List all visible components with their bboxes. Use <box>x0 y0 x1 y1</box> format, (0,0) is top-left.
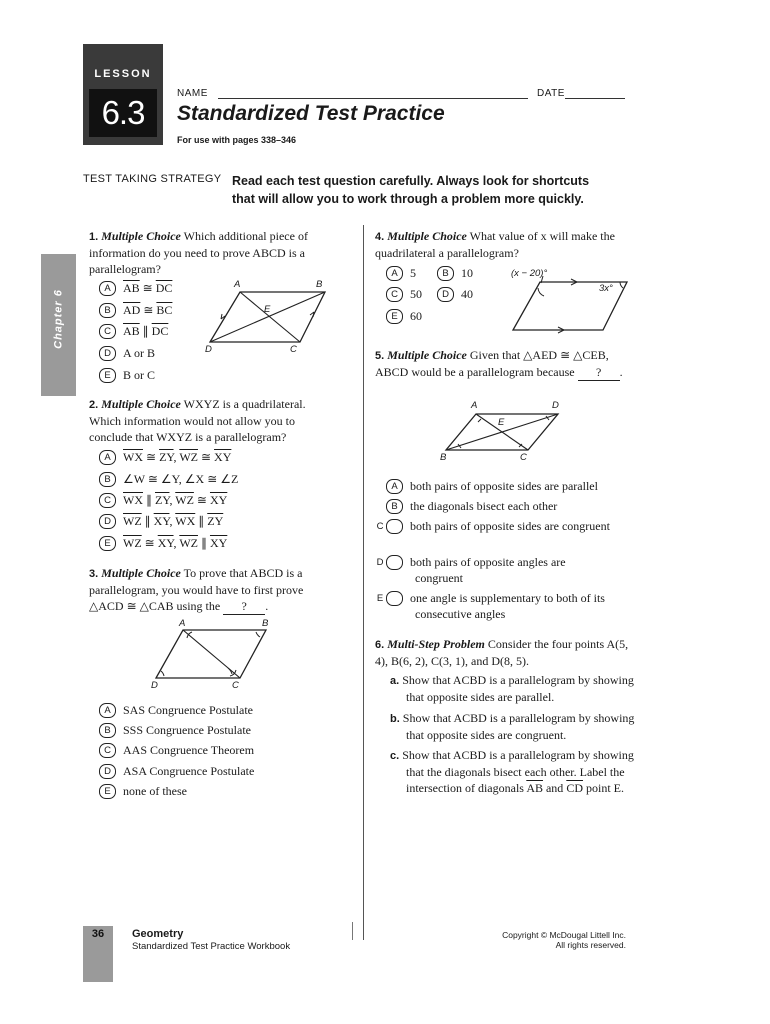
option-text: A or B <box>123 346 156 360</box>
strategy-text: Read each test question carefully. Always look for shortcuts that will allow you to work through a problem more quickly. <box>232 174 590 206</box>
part-text: Show that ACBD is a parallelogram by showing that opposite sides are parallel. <box>402 673 634 704</box>
q5-option-a[interactable] <box>386 478 626 494</box>
question-text: Which additional piece of information do you need to prove ABCD is a parallelogram? <box>89 229 308 276</box>
option-letter: C <box>99 493 116 508</box>
copyright-line-2: All rights reserved. <box>555 940 626 950</box>
option-letter: D <box>386 555 403 570</box>
vertex-label-d: D <box>205 344 212 355</box>
name-line <box>218 98 528 99</box>
answer-blank: ? <box>578 364 620 381</box>
segment: $\overline{WX}$ <box>123 493 143 507</box>
q4-figure <box>505 266 635 336</box>
option-letter: B <box>386 499 403 514</box>
option-text: SAS Congruence Postulate <box>123 703 253 717</box>
conjunction: and <box>542 781 567 795</box>
question-5: 5. Multiple Choice Given that △AED ≅ △CEB, ABCD would be a parallelogram because ? . <box>375 348 623 379</box>
option-text: both pairs of opposite sides are congruent <box>410 519 610 533</box>
q3-figure <box>148 618 288 694</box>
q6-part-c <box>390 747 651 796</box>
segment: $\overline{AD}$ <box>123 303 141 317</box>
q6-part-a <box>390 672 646 705</box>
relation: ≅ <box>139 281 156 295</box>
part-label: c. <box>390 750 400 762</box>
chapter-tab <box>41 254 76 396</box>
segment: $\overline{CD}$ <box>566 781 583 795</box>
q4-option-e[interactable] <box>386 308 422 324</box>
q4-option-d[interactable] <box>437 286 473 302</box>
part-label: a. <box>390 675 400 687</box>
question-1 <box>89 228 339 277</box>
q1-option-e[interactable] <box>99 367 155 383</box>
vertex-label-c: C <box>520 452 527 463</box>
q2-option-a[interactable] <box>99 449 231 465</box>
option-letter: B <box>437 266 454 281</box>
segment: $\overline{WZ}$ <box>179 450 198 464</box>
segment: $\overline{WZ}$ <box>123 536 142 550</box>
q1-option-d[interactable] <box>99 345 155 361</box>
option-letter: E <box>99 784 116 799</box>
option-letter: C <box>386 287 403 302</box>
lesson-badge <box>83 44 163 145</box>
q2-option-b[interactable] <box>99 471 238 487</box>
angle-label-1: (x − 20)° <box>511 268 548 279</box>
parallelogram-diagram <box>148 618 288 694</box>
segment: $\overline{WZ}$ <box>123 514 142 528</box>
chapter-tab-label: Chapter 6 <box>52 289 65 349</box>
parallelogram-diagram <box>200 282 350 362</box>
segment: $\overline{DC}$ <box>155 281 173 295</box>
option-letter: A <box>99 450 116 465</box>
q6-part-b <box>390 710 646 743</box>
option-letter: B <box>99 303 116 318</box>
segment: $\overline{XY}$ <box>153 514 170 528</box>
option-letter: D <box>437 287 454 302</box>
separator: , <box>173 450 180 464</box>
q5-option-d[interactable] <box>376 554 615 586</box>
segment: $\overline{XY}$ <box>209 493 228 507</box>
option-letter: A <box>99 703 116 718</box>
relation: ≅ <box>143 450 160 464</box>
strategy-label: TEST TAKING STRATEGY <box>83 173 222 185</box>
option-text: the diagonals bisect each other <box>410 499 558 513</box>
option-text: one angle is supplementary to both of its consecutive angles <box>410 591 605 621</box>
separator: , <box>169 493 176 507</box>
vertex-label-e: E <box>264 304 271 315</box>
option-letter: E <box>99 536 116 551</box>
relation: ≅ <box>140 303 157 317</box>
question-number: 3. <box>89 568 99 580</box>
q4-option-a[interactable] <box>386 265 416 281</box>
option-letter: B <box>99 472 116 487</box>
q3-option-a[interactable] <box>99 702 253 718</box>
relation: ∥ <box>139 324 152 338</box>
part-text: Show that ACBD is a parallelogram by showing that opposite sides are congruent. <box>402 711 635 742</box>
option-text: both pairs of opposite angles are congruent <box>410 555 566 585</box>
page-title: Standardized Test Practice <box>177 102 445 125</box>
q4-option-b[interactable] <box>437 265 473 281</box>
column-divider <box>363 225 364 940</box>
question-text: Consider the four points A(5, 4), B(6, 2), C(3, 1), and D(8, 5). <box>375 637 629 668</box>
question-number: 4. <box>375 231 385 243</box>
option-letter: D <box>99 346 116 361</box>
segment: $\overline{ZY}$ <box>207 514 224 528</box>
q5-option-c[interactable] <box>376 518 610 534</box>
q1-option-a[interactable] <box>99 280 172 296</box>
vertex-label-b: B <box>262 618 269 629</box>
option-letter: B <box>99 723 116 738</box>
option-text: 5 <box>410 266 416 280</box>
q3-option-d[interactable] <box>99 763 254 779</box>
question-number: 1. <box>89 231 99 243</box>
option-letter: D <box>99 764 116 779</box>
angle-label-2: 3x° <box>599 283 613 294</box>
q1-option-c[interactable] <box>99 323 168 339</box>
relation: ∥ <box>195 514 208 528</box>
vertex-label-a: A <box>234 279 241 290</box>
q1-option-b[interactable] <box>99 302 172 318</box>
question-type: Multi-Step Problem <box>387 637 485 651</box>
date-line <box>565 98 625 99</box>
part-label: b. <box>390 713 400 725</box>
option-letter: C <box>386 519 403 534</box>
option-text: AAS Congruence Theorem <box>123 743 255 757</box>
segment: $\overline{BC}$ <box>156 303 173 317</box>
option-letter: E <box>386 309 403 324</box>
question-number: 5. <box>375 350 385 362</box>
option-text: both pairs of opposite sides are parallel <box>410 479 598 493</box>
option-letter: A <box>386 266 403 281</box>
q3-option-e[interactable] <box>99 783 187 799</box>
option-text: 40 <box>461 287 473 301</box>
vertex-label-e: E <box>498 417 505 428</box>
page-number-tab <box>83 926 113 982</box>
segment: $\overline{WZ}$ <box>179 536 198 550</box>
question-6 <box>375 636 635 669</box>
relation: ≅ <box>193 493 210 507</box>
question-text: To prove that ABCD is a parallelogram, you would have to first prove △ACD ≅ △CAB using the <box>89 566 304 613</box>
relation: ∥ <box>197 536 210 550</box>
vertex-label-c: C <box>232 680 239 691</box>
q1-figure <box>200 279 350 362</box>
vertex-label-a: A <box>471 400 478 411</box>
q5-option-e[interactable] <box>376 590 630 622</box>
segment: $\overline{AB}$ <box>123 281 140 295</box>
relation: ∥ <box>141 514 154 528</box>
question-type: Multiple Choice <box>387 229 467 243</box>
answer-blank: ? <box>223 598 265 615</box>
option-letter: D <box>99 514 116 529</box>
segment: $\overline{XY}$ <box>157 536 174 550</box>
part-text: Show that ACBD is a parallelogram by showing that the diagonals bisect each other. Label the intersection of diagonals <box>402 748 634 795</box>
q5-option-b[interactable] <box>386 498 626 514</box>
segment: $\overline{AB}$ <box>526 781 543 795</box>
question-type: Multiple Choice <box>101 397 181 411</box>
segment: $\overline{WX}$ <box>175 514 196 528</box>
q2-option-d[interactable] <box>99 513 223 529</box>
option-text: none of these <box>123 784 187 798</box>
for-use-note: For use with pages 338–346 <box>177 135 297 145</box>
date-label: DATE <box>537 88 565 99</box>
vertex-label-a: A <box>179 618 186 629</box>
separator: , <box>173 536 180 550</box>
question-3: 3. Multiple Choice To prove that ABCD is a parallelogram, you would have to first prove △ACD ≅ △CAB using the ? . <box>89 566 304 613</box>
vertex-label-d: D <box>552 400 559 411</box>
option-text: ∠W ≅ ∠Y, ∠X ≅ ∠Z <box>123 472 239 486</box>
lesson-word: LESSON <box>94 68 152 80</box>
part-tail: point E. <box>582 781 624 795</box>
page-number: 36 <box>91 928 105 940</box>
lesson-number: 6.3 <box>89 89 157 137</box>
vertex-label-d: D <box>151 680 158 691</box>
option-text: 60 <box>410 309 422 323</box>
question-type: Multiple Choice <box>101 229 181 243</box>
option-text: 50 <box>410 287 422 301</box>
segment: $\overline{ZY}$ <box>159 450 174 464</box>
copyright-line-1: Copyright © McDougal Littell Inc. <box>502 930 626 940</box>
option-letter: E <box>386 591 403 606</box>
segment: $\overline{DC}$ <box>151 324 169 338</box>
segment: $\overline{ZY}$ <box>155 493 170 507</box>
q2-option-c[interactable] <box>99 492 227 508</box>
question-type: Multiple Choice <box>101 566 181 580</box>
question-text: Given that △AED ≅ △CEB, ABCD would be a parallelogram because <box>375 348 609 379</box>
segment: $\overline{XY}$ <box>209 536 228 550</box>
q4-option-c[interactable] <box>386 286 422 302</box>
q5-figure <box>434 400 574 468</box>
q2-option-e[interactable] <box>99 535 227 551</box>
question-text: What value of x will make the quadrilateral a parallelogram? <box>375 229 615 260</box>
segment: $\overline{AB}$ <box>123 324 140 338</box>
option-letter: C <box>99 324 116 339</box>
footer-book-title: Geometry <box>132 928 184 940</box>
segment: $\overline{WX}$ <box>123 450 143 464</box>
copyright <box>460 930 626 950</box>
option-letter: A <box>99 281 116 296</box>
relation: ∥ <box>143 493 155 507</box>
separator: , <box>169 514 176 528</box>
option-text: B or C <box>123 368 156 382</box>
question-4 <box>375 228 630 261</box>
option-letter: E <box>99 368 116 383</box>
question-2 <box>89 396 339 445</box>
relation: ≅ <box>141 536 158 550</box>
option-text: SSS Congruence Postulate <box>123 723 251 737</box>
name-label: NAME <box>177 88 208 99</box>
option-text: ASA Congruence Postulate <box>123 764 255 778</box>
option-text: 10 <box>461 266 473 280</box>
option-letter: A <box>386 479 403 494</box>
vertex-label-b: B <box>440 452 447 463</box>
segment: $\overline{XY}$ <box>214 450 232 464</box>
q3-option-b[interactable] <box>99 722 251 738</box>
question-number: 6. <box>375 639 385 651</box>
vertex-label-b: B <box>316 279 323 290</box>
question-text: WXYZ is a quadrilateral. Which information would not allow you to conclude that WXYZ is a parallelogram? <box>89 397 306 444</box>
question-number: 2. <box>89 399 99 411</box>
segment: $\overline{WZ}$ <box>175 493 194 507</box>
footer-divider <box>352 922 353 940</box>
question-type: Multiple Choice <box>387 348 467 362</box>
footer-book-subtitle: Standardized Test Practice Workbook <box>132 941 291 952</box>
vertex-label-c: C <box>290 344 297 355</box>
q3-option-c[interactable] <box>99 742 254 758</box>
option-letter: C <box>99 743 116 758</box>
relation: ≅ <box>197 450 215 464</box>
